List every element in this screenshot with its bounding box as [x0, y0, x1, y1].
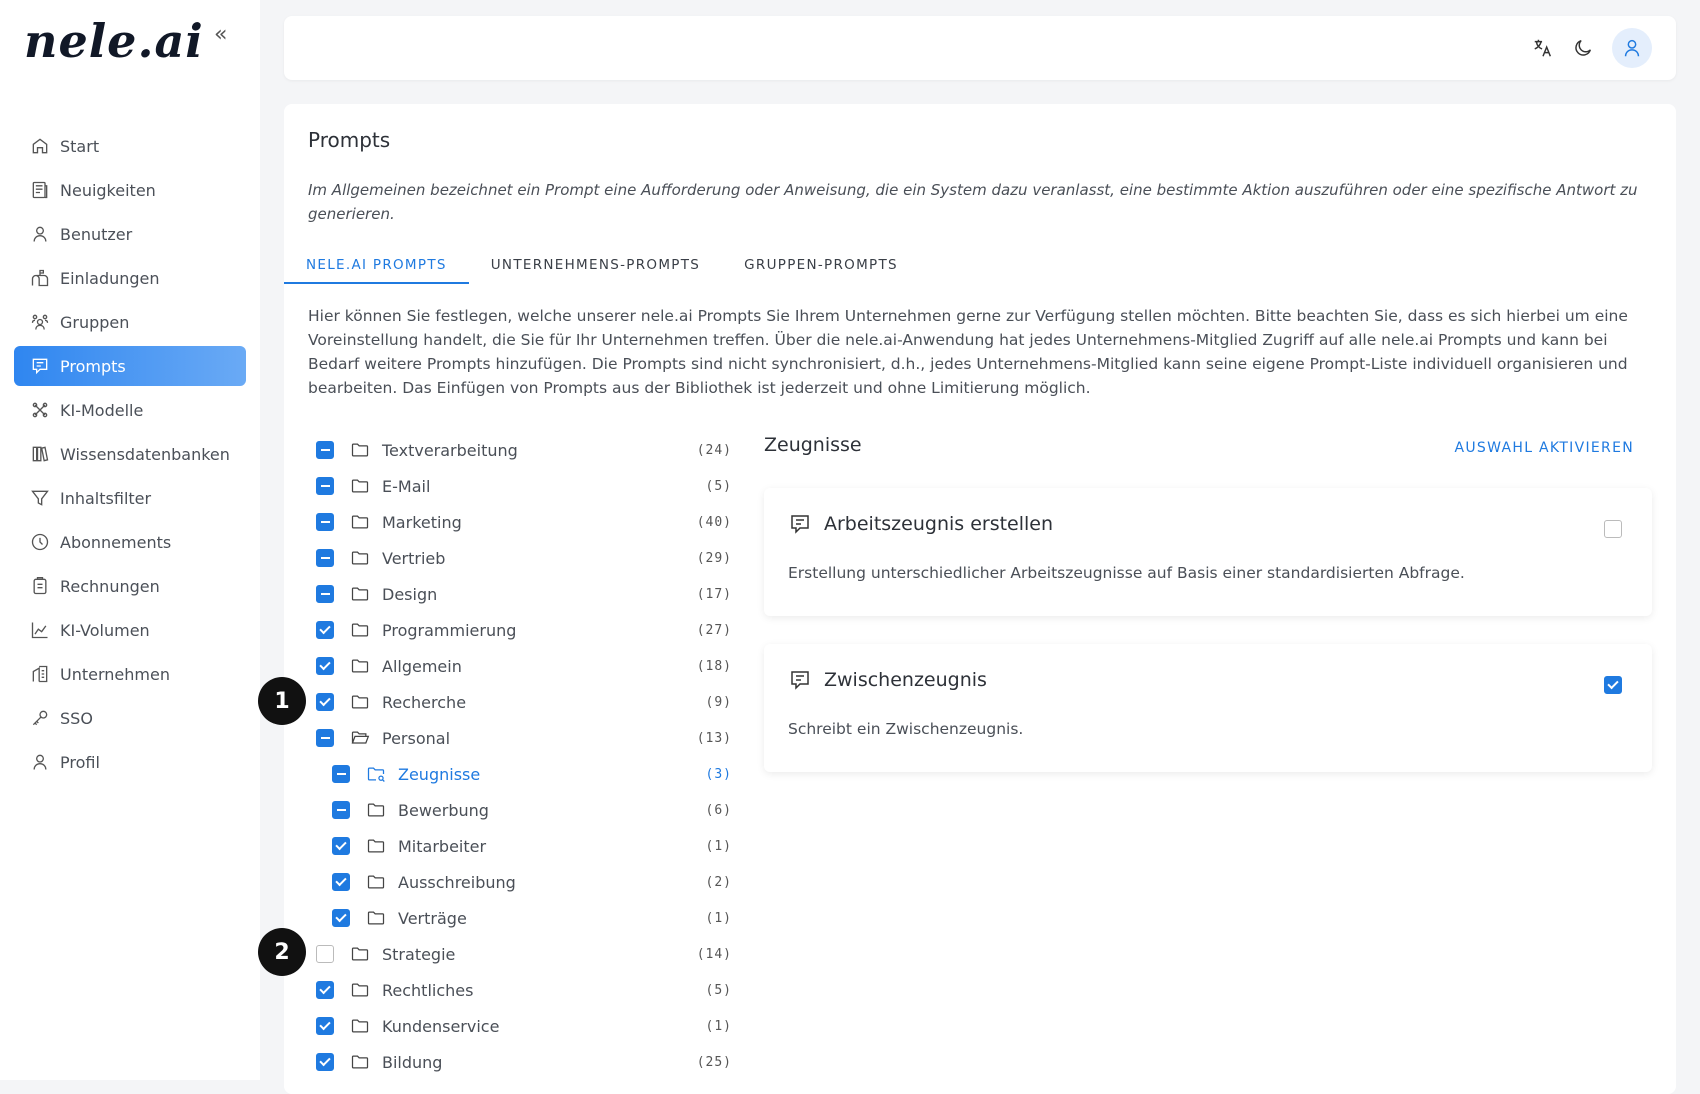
category-label: Mitarbeiter	[398, 836, 487, 856]
intro-text: Im Allgemeinen bezeichnet ein Prompt eine Aufforderung oder Anweisung, die ein System dazu veranlasst, eine bestimmte Aktion auszuführen oder eine spezifische Antwort zu generieren.	[308, 181, 1638, 223]
category-checkbox[interactable]	[316, 945, 334, 963]
sidebar-item-label: Benutzer	[60, 224, 133, 244]
folder-icon	[348, 1052, 372, 1072]
folder-icon	[364, 800, 388, 820]
step-badge-1: 1	[258, 677, 306, 725]
folder-open-icon	[348, 728, 372, 748]
category-item[interactable]	[316, 540, 732, 576]
category-count: (9)	[705, 694, 732, 710]
category-checkbox[interactable]	[316, 585, 334, 603]
sidebar-item-prompts[interactable]	[14, 346, 246, 386]
category-item[interactable]	[316, 756, 732, 792]
sidebar-item-neuigkeiten[interactable]	[14, 170, 246, 210]
sidebar-item-label: Rechnungen	[60, 576, 160, 596]
category-label: Kundenservice	[382, 1016, 500, 1036]
sidebar-item-abonnements[interactable]	[14, 522, 246, 562]
folder-icon	[364, 872, 388, 892]
sidebar-item-gruppen[interactable]	[14, 302, 246, 342]
category-item[interactable]	[316, 504, 732, 540]
prompts-card	[284, 104, 1676, 1094]
category-item[interactable]	[316, 792, 732, 828]
top-bar	[284, 16, 1676, 80]
sidebar-item-start[interactable]	[14, 126, 246, 166]
category-item[interactable]	[316, 900, 732, 936]
category-item[interactable]	[316, 720, 732, 756]
category-checkbox[interactable]	[316, 441, 334, 459]
category-checkbox[interactable]	[316, 549, 334, 567]
category-label: Personal	[382, 728, 451, 748]
category-label: Vertrieb	[382, 548, 446, 568]
category-count: (17)	[696, 586, 732, 602]
folder-icon	[364, 836, 388, 856]
sidebar-item-einladungen[interactable]	[14, 258, 246, 298]
category-count: (3)	[705, 766, 732, 782]
sidebar-item-benutzer[interactable]	[14, 214, 246, 254]
folder-icon	[348, 656, 372, 676]
sidebar-item-wissensdatenbanken[interactable]	[14, 434, 246, 474]
prompt-checkbox[interactable]	[1604, 520, 1622, 538]
folder-icon	[348, 584, 372, 604]
tab-gruppen-prompts[interactable]: GRUPPEN-PROMPTS	[744, 257, 898, 273]
prompt-description: Schreibt ein Zwischenzeugnis.	[788, 720, 1024, 738]
category-checkbox[interactable]	[316, 513, 334, 531]
category-label: Bewerbung	[398, 800, 489, 820]
home-icon	[30, 136, 50, 156]
category-count: (13)	[696, 730, 732, 746]
sidebar-nav	[14, 126, 246, 786]
category-label: Strategie	[382, 944, 456, 964]
description-text: Hier können Sie festlegen, welche unserer nele.ai Prompts Sie Ihrem Unternehmen gerne zur Verfügung stellen möchten. Bitte beachten Sie, dass es sich hierbei um eine Voreinstellung handelt, die Sie für Ihr Unternehmen treffen. Über die nele.ai-Anwendung hat jedes Unternehmens-Mitglied Zugriff auf alle nele.ai Prompts und kann bei Bedarf weitere Prompts hinzufügen. Die Prompts sind nicht synchronisiert, d.h., jedes Unternehmens-Mitglied kann seine eigene Prompt-Liste individuell organisieren und bearbeiten. Das Einfügen von Prompts aus der Bibliothek ist jederzeit und ohne Limitierung möglich.	[308, 307, 1628, 397]
prompt-card	[764, 488, 1652, 616]
sidebar-item-label: Abonnements	[60, 532, 172, 552]
category-count: (27)	[696, 622, 732, 638]
category-checkbox[interactable]	[332, 873, 350, 891]
sidebar-item-label: Gruppen	[60, 312, 130, 332]
category-label: E-Mail	[382, 476, 431, 496]
prompt-icon	[788, 512, 812, 536]
sidebar-item-label: KI-Modelle	[60, 400, 144, 420]
category-label: Marketing	[382, 512, 462, 532]
category-count: (18)	[696, 658, 732, 674]
category-tree	[316, 432, 732, 1080]
clock-icon	[30, 532, 50, 552]
category-count: (1)	[705, 1018, 732, 1034]
folder-icon	[348, 1016, 372, 1036]
category-label: Verträge	[398, 908, 467, 928]
category-label: Ausschreibung	[398, 872, 516, 892]
category-item[interactable]	[316, 864, 732, 900]
category-checkbox[interactable]	[316, 621, 334, 639]
prompt-title: Arbeitszeugnis erstellen	[824, 513, 1054, 535]
user-avatar-button[interactable]	[1612, 28, 1652, 68]
sidebar-item-label: Start	[60, 136, 100, 156]
sidebar-item-profil[interactable]	[14, 742, 246, 782]
sidebar-item-label: Prompts	[60, 356, 126, 376]
sidebar-item-label: Unternehmen	[60, 664, 170, 684]
category-count: (6)	[705, 802, 732, 818]
sidebar-item-label: Wissensdatenbanken	[60, 444, 230, 464]
key-icon	[30, 708, 50, 728]
tabs	[284, 246, 920, 284]
category-checkbox[interactable]	[316, 693, 334, 711]
category-count: (5)	[705, 478, 732, 494]
category-item[interactable]	[316, 1044, 732, 1080]
category-label: Rechtliches	[382, 980, 474, 1000]
sidebar-item-label: Einladungen	[60, 268, 160, 288]
sidebar-item-ki-modelle[interactable]	[14, 390, 246, 430]
folder-icon	[348, 620, 372, 640]
folder-icon	[348, 476, 372, 496]
category-count: (25)	[696, 1054, 732, 1070]
category-item[interactable]	[316, 1008, 732, 1044]
folder-icon	[348, 548, 372, 568]
category-item[interactable]	[316, 684, 732, 720]
panel-title: Zeugnisse	[764, 434, 862, 456]
folder-icon	[348, 512, 372, 532]
category-checkbox[interactable]	[316, 1053, 334, 1071]
group-icon	[30, 312, 50, 332]
logo: nele.ai	[24, 14, 204, 68]
tab-unternehmens-prompts[interactable]: UNTERNEHMENS-PROMPTS	[490, 257, 701, 273]
prompt-checkbox[interactable]	[1604, 676, 1622, 694]
prompt-title: Zwischenzeugnis	[824, 669, 987, 691]
category-checkbox[interactable]	[332, 909, 350, 927]
folder-icon	[364, 908, 388, 928]
sidebar-item-inhaltsfilter[interactable]	[14, 478, 246, 518]
category-item[interactable]	[316, 648, 732, 684]
category-label: Zeugnisse	[398, 764, 481, 784]
page-title: Prompts	[308, 128, 391, 152]
filter-icon	[30, 488, 50, 508]
library-icon	[30, 444, 50, 464]
sidebar-item-sso[interactable]	[14, 698, 246, 738]
category-checkbox[interactable]	[332, 765, 350, 783]
dark-mode-moon-icon[interactable]	[1572, 37, 1594, 59]
sidebar	[0, 0, 260, 1080]
category-count: (14)	[696, 946, 732, 962]
category-checkbox[interactable]	[316, 1017, 334, 1035]
tab-nele-ai-prompts[interactable]: NELE.AI PROMPTS	[284, 246, 469, 284]
category-label: Bildung	[382, 1052, 443, 1072]
step-badge-2: 2	[258, 928, 306, 976]
prompt-description: Erstellung unterschiedlicher Arbeitszeugnisse auf Basis einer standardisierten Abfrage.	[788, 564, 1465, 582]
category-label: Allgemein	[382, 656, 462, 676]
translate-icon[interactable]	[1532, 37, 1554, 59]
category-checkbox[interactable]	[316, 981, 334, 999]
prompt-icon	[788, 668, 812, 692]
folder-icon	[364, 764, 388, 784]
category-item[interactable]	[316, 828, 732, 864]
category-checkbox[interactable]	[316, 477, 334, 495]
sidebar-item-label: Profil	[60, 752, 100, 772]
sidebar-item-label: Inhaltsfilter	[60, 488, 152, 508]
category-count: (2)	[705, 874, 732, 890]
category-label: Recherche	[382, 692, 467, 712]
category-count: (24)	[696, 442, 732, 458]
category-item[interactable]	[316, 468, 732, 504]
activate-selection-button[interactable]: AUSWAHL AKTIVIEREN	[1454, 440, 1634, 456]
folder-icon	[348, 980, 372, 1000]
mailbox-icon	[30, 268, 50, 288]
building-icon	[30, 664, 50, 684]
user-icon	[30, 224, 50, 244]
folder-icon	[348, 440, 372, 460]
category-label: Textverarbeitung	[382, 440, 518, 460]
category-count: (40)	[696, 514, 732, 530]
category-label: Programmierung	[382, 620, 517, 640]
model-icon	[30, 400, 50, 420]
category-item[interactable]	[316, 576, 732, 612]
prompt-card	[764, 644, 1652, 772]
folder-icon	[348, 944, 372, 964]
sidebar-item-rechnungen[interactable]	[14, 566, 246, 606]
category-checkbox[interactable]	[332, 801, 350, 819]
category-checkbox[interactable]	[316, 729, 334, 747]
collapse-sidebar-icon[interactable]: «	[214, 22, 228, 47]
category-item[interactable]	[316, 432, 732, 468]
category-item[interactable]	[316, 612, 732, 648]
sidebar-item-unternehmen[interactable]	[14, 654, 246, 694]
category-checkbox[interactable]	[316, 657, 334, 675]
user-icon	[30, 752, 50, 772]
folder-icon	[348, 692, 372, 712]
category-count: (5)	[705, 982, 732, 998]
sidebar-item-label: SSO	[60, 708, 93, 728]
category-item[interactable]	[316, 936, 732, 972]
prompt-icon	[30, 356, 50, 376]
category-count: (1)	[705, 838, 732, 854]
chart-icon	[30, 620, 50, 640]
category-count: (29)	[696, 550, 732, 566]
category-checkbox[interactable]	[332, 837, 350, 855]
invoice-icon	[30, 576, 50, 596]
news-icon	[30, 180, 50, 200]
category-label: Design	[382, 584, 438, 604]
sidebar-item-label: Neuigkeiten	[60, 180, 156, 200]
user-icon	[1621, 37, 1643, 59]
sidebar-item-ki-volumen[interactable]	[14, 610, 246, 650]
category-item[interactable]	[316, 972, 732, 1008]
sidebar-item-label: KI-Volumen	[60, 620, 150, 640]
category-count: (1)	[705, 910, 732, 926]
